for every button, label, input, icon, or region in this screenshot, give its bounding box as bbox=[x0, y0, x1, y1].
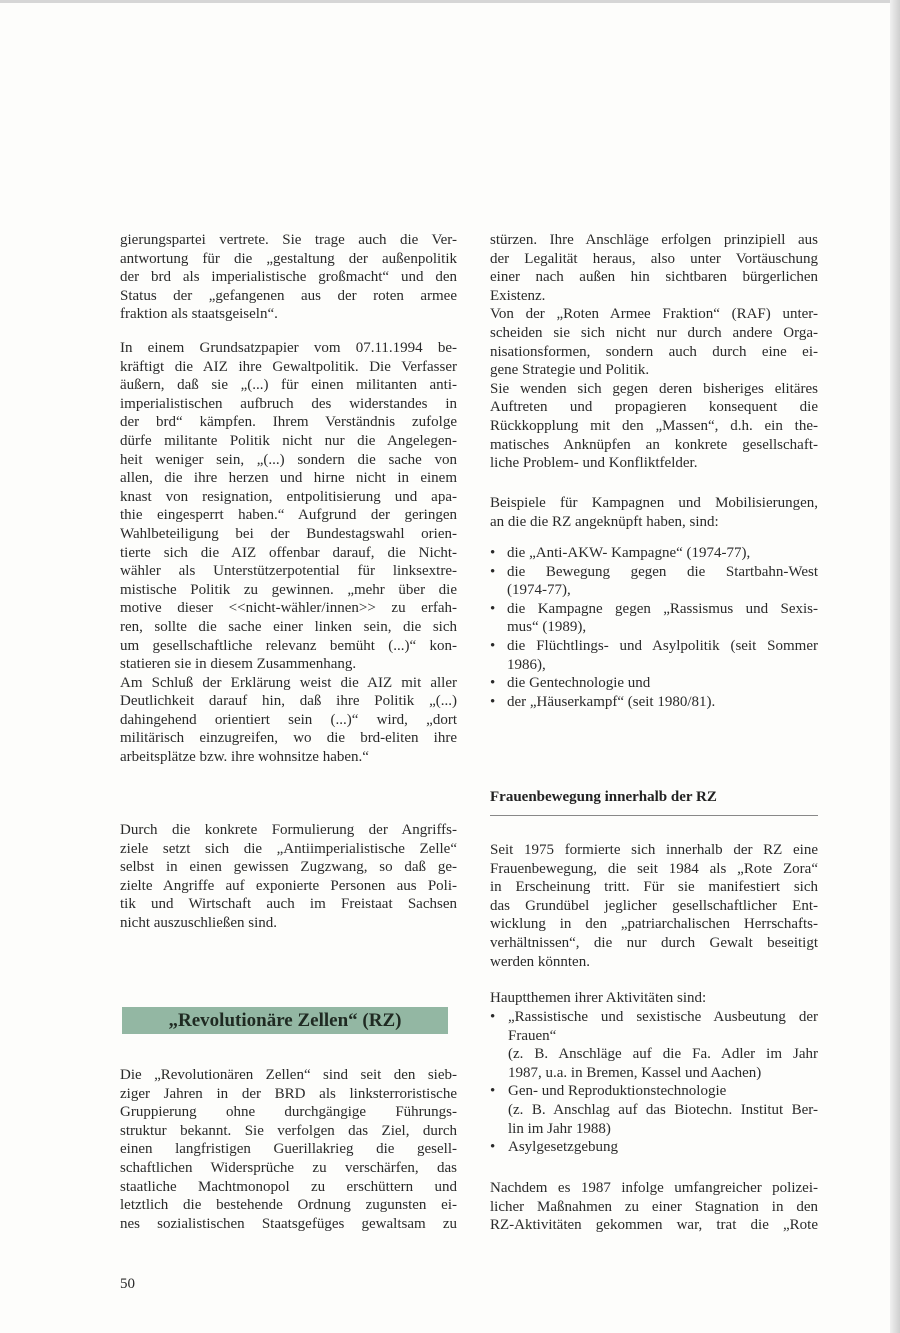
text-line: wicklung in den „patriarchalischen Herrschafts- bbox=[490, 916, 818, 933]
text-line: kräftigt die AIZ ihre Gewaltpolitik. Die Verfasser bbox=[120, 358, 457, 375]
bullet-icon: • bbox=[490, 1009, 496, 1025]
text-line: dahingehend orientiert sein (...)“ wird, „dort bbox=[120, 711, 457, 728]
text-line: antwortung für die „gestaltung der außenpolitik bbox=[120, 250, 457, 267]
text-line: Nachdem es 1987 infolge umfangreicher polizei- bbox=[490, 1180, 818, 1196]
text-line: der brd“ kämpfen. Ihrem Verständnis zufolge bbox=[120, 414, 457, 431]
text-line: thie eingesperrt haben.“ Aufgrund der geringen bbox=[120, 507, 457, 524]
list-item bbox=[490, 563, 818, 600]
paragraph bbox=[490, 841, 818, 971]
text-line: ren, sollte die sache einer linken sein, die sich bbox=[120, 618, 457, 635]
text-line: militärisch einzugreifen, wo die brd-eliten ihre bbox=[120, 730, 457, 747]
paragraph bbox=[490, 231, 818, 473]
bullet-icon: • bbox=[490, 600, 496, 617]
section-heading-revolutionaere-zellen: „Revolutionäre Zellen“ (RZ) bbox=[122, 1007, 448, 1034]
text-line: fraktion als staatsgeiseln“. bbox=[120, 306, 278, 323]
paragraph bbox=[490, 494, 818, 531]
bullet-icon: • bbox=[490, 675, 496, 692]
text-line: der brd als imperialistische großmacht“ und den bbox=[120, 269, 457, 286]
text-line: scheiden sie sich nicht nur durch andere Orga- bbox=[490, 324, 818, 341]
text-line: Auftreten und propagieren konsequent die bbox=[490, 399, 818, 416]
text-line: der „Häuserkampf“ (seit 1980/81). bbox=[507, 693, 716, 710]
paragraph bbox=[490, 1179, 818, 1235]
bullet-icon: • bbox=[490, 563, 496, 580]
text-line: Sie wenden sich gegen deren bisheriges elitäres bbox=[490, 380, 818, 397]
text-line: stürzen. Ihre Anschläge erfolgen prinzipiell aus bbox=[490, 232, 818, 248]
text-line: gene Strategie und Politik. bbox=[490, 362, 650, 379]
text-line: gierungspartei vertrete. Sie trage auch die Ver- bbox=[120, 232, 457, 248]
paragraph bbox=[120, 231, 457, 324]
text-line: selbst in einen gewissen Zugzwang, so daß ge- bbox=[120, 859, 457, 876]
text-line: Gruppierung ohne durchgängige Führungs- bbox=[120, 1104, 457, 1121]
text-line: dürfe militante Politik nicht nur die Angelegen- bbox=[120, 432, 457, 449]
campaign-list bbox=[490, 544, 818, 711]
text-line: der Legalität heraus, also unter Vortäuschung bbox=[490, 250, 818, 267]
text-line: ziger Jahren in der BRD als linksterroristische bbox=[120, 1085, 457, 1102]
text-line: Gen- und Reproduktionstechnologie bbox=[508, 1083, 727, 1100]
bullet-icon: • bbox=[490, 545, 496, 561]
text-line: (1974-77), bbox=[507, 582, 571, 599]
text-line: Beispiele für Kampagnen und Mobilisierungen, bbox=[490, 495, 818, 511]
paragraph bbox=[120, 339, 457, 767]
text-line: Hauptthemen ihrer Aktivitäten sind: bbox=[490, 990, 707, 1006]
text-line: statieren sie in diesem Zusammenhang. bbox=[120, 656, 357, 673]
text-line: staatliche Machtmonopol zu erschüttern und bbox=[120, 1178, 457, 1195]
text-line: (z. B. Anschlag auf das Biotechn. Institut Ber- bbox=[508, 1101, 818, 1118]
text-line: Frauen“ bbox=[508, 1027, 557, 1044]
text-line: einen langfristigen Guerillakrieg die gesell- bbox=[120, 1141, 457, 1158]
text-line: äußern, daß sie „(...) für einen militanten anti- bbox=[120, 377, 457, 394]
text-line: struktur bekannt. Sie verfolgen das Ziel, durch bbox=[120, 1122, 457, 1139]
text-line: schaftlichen Widersprüche zu verschärfen, das bbox=[120, 1159, 457, 1176]
text-line: nisationsformen, sondern auch durch eine ei- bbox=[490, 343, 818, 360]
text-line: „Rassistische und sexistische Ausbeutung der bbox=[508, 1009, 818, 1025]
text-line: nes sozialistischen Staatsgefüges gewaltsam zu bbox=[120, 1215, 457, 1232]
paragraph bbox=[120, 1066, 457, 1233]
text-line: arbeitsplätze bzw. ihre wohnsitze haben.“ bbox=[120, 749, 369, 766]
text-line: in Erscheinung tritt. Für sie manifestiert sich bbox=[490, 879, 818, 896]
text-line: Seit 1975 formierte sich innerhalb der RZ eine bbox=[490, 842, 818, 858]
text-line: tik und Wirtschaft auch im Freistaat Sachsen bbox=[120, 896, 457, 913]
list-item bbox=[490, 674, 818, 693]
text-line: (z. B. Anschläge auf die Fa. Adler im Jahr bbox=[508, 1046, 818, 1063]
text-line: die Flüchtlings- und Asylpolitik (seit Sommer bbox=[507, 637, 818, 654]
list-item bbox=[490, 544, 818, 563]
text-line: Am Schluß der Erklärung weist die AIZ mit aller bbox=[120, 674, 457, 691]
text-line: mistische Politik zu gewinnen. „mehr über die bbox=[120, 581, 457, 598]
bullet-icon: • bbox=[490, 693, 496, 710]
text-line: verhältnissen“, die nur durch Gewalt beseitigt bbox=[490, 934, 818, 951]
text-line: heit weniger sein, „(...) sondern die sache von bbox=[120, 451, 457, 468]
text-line: Wahlbeteiligung bei der Bundestagswahl orien- bbox=[120, 525, 457, 542]
paragraph bbox=[120, 821, 457, 933]
bullet-icon: • bbox=[490, 1139, 496, 1156]
text-line: nicht auszuschließen sind. bbox=[120, 914, 278, 931]
text-line: Rückkopplung mit den „Massen“, d.h. ein the- bbox=[490, 417, 818, 434]
paragraph bbox=[490, 989, 818, 1008]
text-line: matisches Anknüpfen an konkrete gesellschaft- bbox=[490, 436, 818, 453]
list-item bbox=[490, 600, 818, 637]
page-edge-shadow bbox=[890, 0, 900, 1333]
list-item bbox=[490, 637, 818, 674]
text-line: Frauenbewegung, die seit 1984 als „Rote Zora“ bbox=[490, 860, 818, 877]
page-number: 50 bbox=[120, 1276, 135, 1292]
text-line: allen, die ihre herzen und hirne nicht in einem bbox=[120, 470, 457, 487]
text-line: knast von resignation, entpolitisierung und apa- bbox=[120, 488, 457, 505]
text-line: das Grundübel jeglicher gesellschaftlicher Ent- bbox=[490, 897, 818, 914]
text-line: die Gentechnologie und bbox=[507, 675, 651, 692]
text-line: imperialistischen aufbruch des widerstandes in bbox=[120, 395, 457, 412]
text-line: letztlich die bestehende Ordnung zugunsten ei- bbox=[120, 1197, 457, 1214]
text-line: einer nach außen hin sichtbaren bürgerlichen bbox=[490, 269, 818, 286]
scan-top-edge bbox=[0, 0, 900, 3]
text-line: tierte sich die AIZ offenbar darauf, die Nicht- bbox=[120, 544, 457, 561]
text-line: Status der „gefangenen aus der roten armee bbox=[120, 287, 457, 304]
text-line: die „Anti-AKW- Kampagne“ (1974-77), bbox=[507, 545, 751, 561]
text-line: motive dieser <<nicht-wähler/innen>> zu erfah- bbox=[120, 600, 457, 617]
text-line: 1986), bbox=[507, 656, 546, 673]
text-line: Existenz. bbox=[490, 287, 546, 304]
text-line: werden könnten. bbox=[490, 953, 590, 970]
text-line: lin im Jahr 1988) bbox=[508, 1120, 611, 1137]
bullet-icon: • bbox=[490, 1083, 496, 1100]
themes-list bbox=[490, 1008, 818, 1157]
text-line: wähler als Unterstützerpotential für linksextre- bbox=[120, 563, 457, 580]
text-line: an die die RZ angeknüpft haben, sind: bbox=[490, 513, 719, 530]
text-line: ziele setzt sich die „Antiimperialistische Zelle“ bbox=[120, 840, 457, 857]
text-line: Von der „Roten Armee Fraktion“ (RAF) unter- bbox=[490, 306, 818, 323]
subheading-frauenbewegung: Frauenbewegung innerhalb der RZ bbox=[490, 789, 717, 805]
text-line: Deutlichkeit darauf hin, daß ihre Politik „(...) bbox=[120, 693, 457, 710]
text-line: Die „Revolutionären Zellen“ sind seit den sieb- bbox=[120, 1067, 457, 1083]
divider bbox=[490, 815, 818, 816]
text-line: RZ-Aktivitäten gekommen war, trat die „Rote bbox=[490, 1217, 818, 1234]
text-line: die Bewegung gegen die Startbahn-West bbox=[507, 563, 818, 580]
text-line: zielte Angriffe auf exponierte Personen aus Poli- bbox=[120, 877, 457, 894]
text-line: Asylgesetzgebung bbox=[508, 1139, 618, 1156]
text-line: mus“ (1989), bbox=[507, 619, 587, 636]
text-line: um gesellschaftliche relevanz bemüht (...)“ kon- bbox=[120, 637, 457, 654]
bullet-icon: • bbox=[490, 637, 496, 654]
text-line: In einem Grundsatzpapier vom 07.11.1994 be- bbox=[120, 340, 457, 356]
text-line: die Kampagne gegen „Rassismus und Sexis- bbox=[507, 600, 818, 617]
list-item bbox=[490, 1008, 818, 1082]
text-line: 1987, u.a. in Bremen, Kassel und Aachen) bbox=[508, 1064, 762, 1081]
text-line: licher Maßnahmen zu einer Stagnation in den bbox=[490, 1198, 818, 1215]
text-line: Durch die konkrete Formulierung der Angriffs- bbox=[120, 822, 457, 838]
list-item bbox=[490, 693, 818, 712]
text-line: liche Problem- und Konfliktfelder. bbox=[490, 455, 698, 472]
list-item bbox=[490, 1138, 818, 1157]
list-item bbox=[490, 1082, 818, 1138]
